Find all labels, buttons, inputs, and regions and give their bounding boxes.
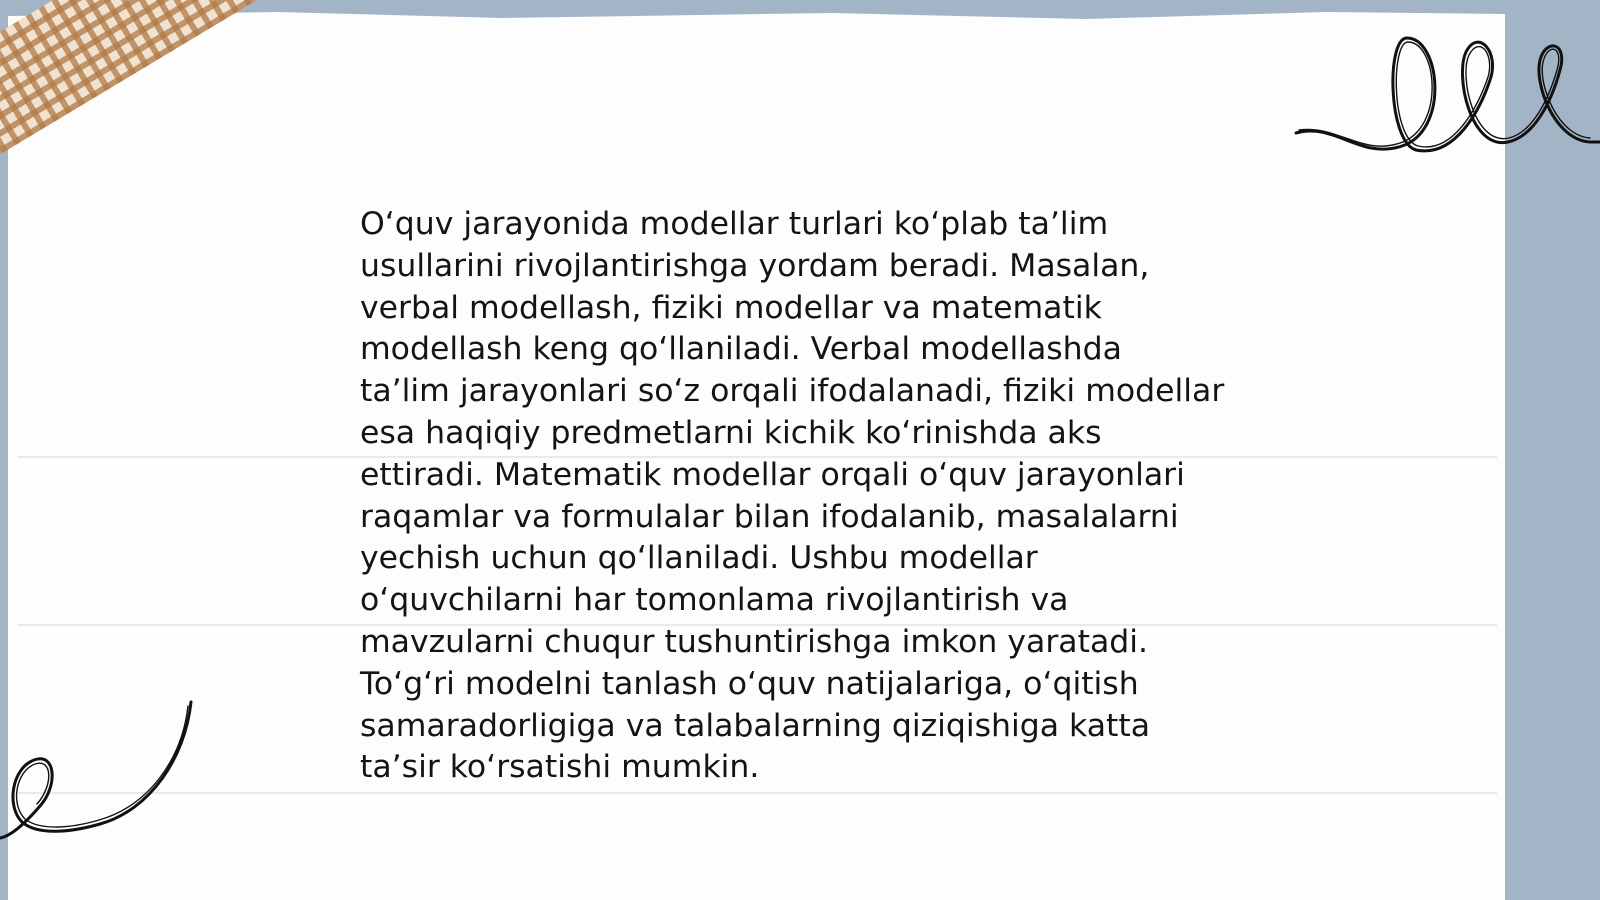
slide-body-text: O‘quv jarayonida modellar turlari ko‘plab ta’lim usullarini rivojlantirishga yordam beradi. Masalan, verbal modellash, fiziki modellar va matematik modellash keng qo‘llaniladi. Verbal modellashda ta’lim jarayonlari so‘z orqali ifodalanadi, fiziki modellar esa haqiqiy predmetlarni kichik ko‘rinishda aks ettiradi. Matematik modellar orqali o‘quv jarayonlari raqamlar va formulalar bilan ifodalanib, masalalarni yechish uchun qo‘llaniladi. Ushbu modellar o‘quvchilarni har tomonlama rivojlantirish va mavzularni chuqur tushuntirishga imkon yaratadi. To‘g‘ri modelni tanlash o‘quv natijalariga, o‘qitish samaradorligiga va talabalarning qiziqishiga katta ta’sir ko‘rsatishi mumkin. xyxy=(360,206,1225,786)
loop-squiggle-icon xyxy=(0,698,200,848)
loop-squiggle-icon xyxy=(1290,30,1600,170)
paper-rule-line xyxy=(18,792,1497,794)
